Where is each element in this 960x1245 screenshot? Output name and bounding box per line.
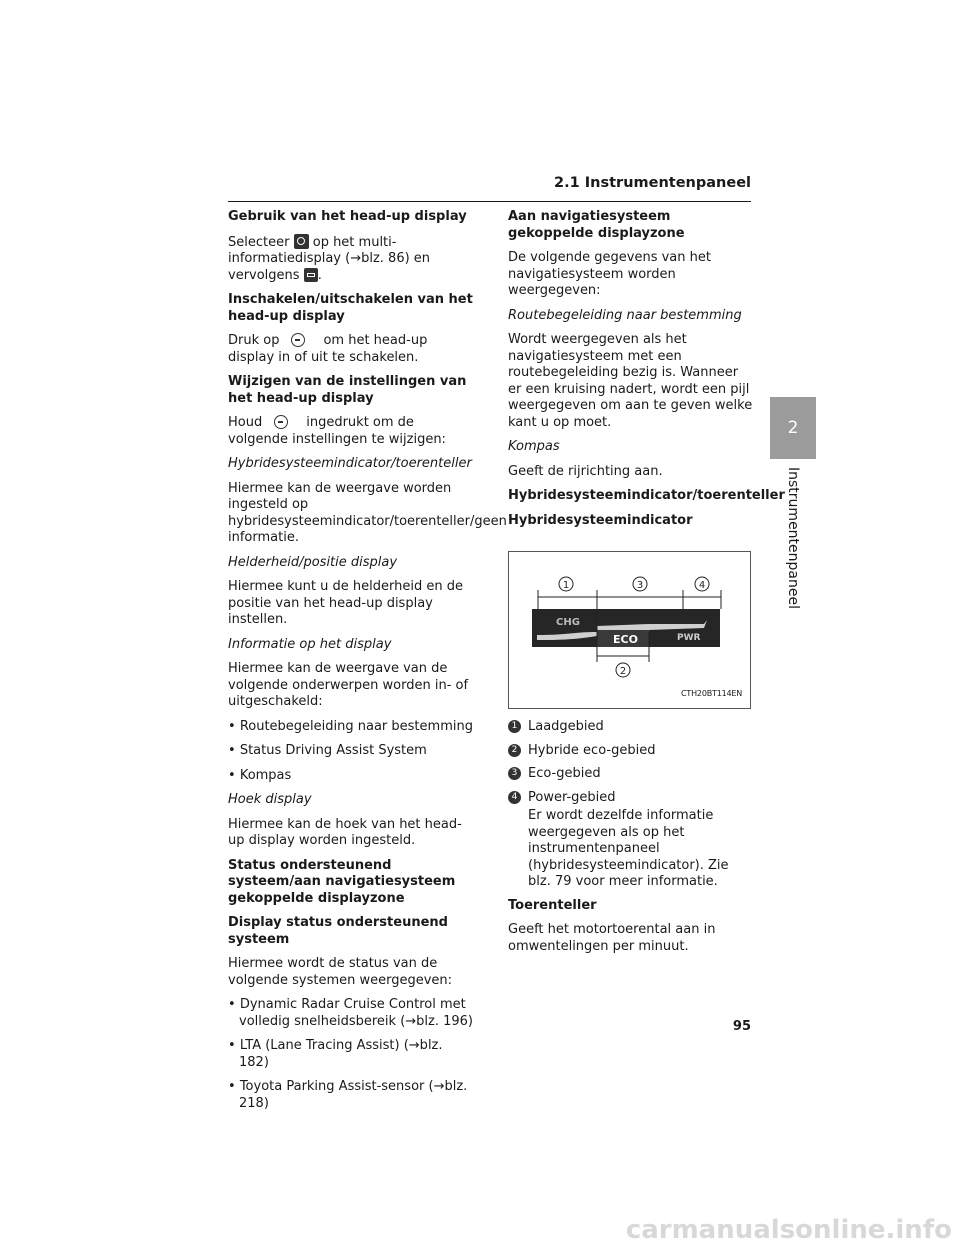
heading-hybrid: Hybridesysteemindicator [508, 512, 693, 528]
section-header: 2.1 Instrumentenpaneel [228, 175, 751, 202]
ok-button-icon [291, 333, 305, 347]
paragraph-status: Hiermee wordt de status van de volgende systemen weergegeven: [228, 956, 453, 988]
number-badge: 3 [508, 767, 521, 780]
right-column [508, 209, 785, 963]
subheading-route: Routebegeleiding naar bestemming [508, 307, 742, 323]
paragraph-route: Wordt weergegeven als het navigatiesysteem met een routebegeleiding bezig is. Wanneer er een kruising nadert, wordt een pijl weergegeven om aan te geven welke kant u op moet. [508, 332, 753, 430]
hold-text-2: ingedrukt om de volgende instellingen te wijzigen: [228, 415, 446, 447]
hud-icon [304, 268, 318, 282]
power-note: Er wordt dezelfde informatie weergegeven als op het instrumentenpaneel (hybridesysteemindicator). Zie blz. 79 voor meer informatie. [528, 808, 729, 889]
list-item: 4 Power-gebied Er wordt dezelfde informatie weergegeven als op het instrumentenpaneel (hybridesysteemindicator). Zie blz. 79 voor meer informatie. [508, 790, 753, 891]
settings-icon [294, 234, 309, 249]
number-badge: 2 [508, 744, 521, 757]
paragraph-info: Hiermee kan de weergave van de volgende onderwerpen worden in- of uitgeschakeld: [228, 661, 469, 709]
callout-2: 2 [619, 666, 627, 677]
list-item: • Status Driving Assist System [228, 743, 427, 758]
heading-change: Wijzigen van de instellingen van het head-up display [228, 374, 467, 406]
paragraph-brightness: Hiermee kunt u de helderheid en de positie van het head-up display instellen. [228, 579, 463, 627]
left-column [228, 209, 507, 1120]
subheading-brightness: Helderheid/positie display [228, 554, 398, 570]
eco-label: ECO [613, 633, 638, 646]
paragraph-select [228, 234, 473, 285]
footer-watermark[interactable]: carmanualsonline.info [625, 1215, 952, 1245]
ok-button-icon [274, 415, 288, 429]
subheading-info: Informatie op het display [228, 636, 392, 652]
paragraph-hybrid: Hiermee kan de weergave worden ingesteld op hybridesysteemindicator/toerenteller/geen informatie. [228, 480, 507, 545]
chapter-label [770, 465, 816, 610]
page-number: 95 [732, 1019, 751, 1034]
callout-4: 4 [698, 580, 706, 591]
chg-label: CHG [556, 617, 580, 628]
hybrid-indicator-figure [508, 551, 751, 709]
list-item: 2 Hybride eco-gebied [508, 743, 753, 760]
subheading-angle: Hoek display [228, 792, 312, 807]
select-text-1: Selecteer [228, 234, 290, 250]
paragraph-press [228, 333, 473, 366]
heading-status: Status ondersteunend systeem/aan navigatiesysteem gekoppelde displayzone [228, 857, 456, 906]
list-item: • Routebegeleiding naar bestemming [228, 718, 473, 734]
heading-use: Gebruik van het head-up display [228, 209, 467, 224]
chapter-label-text: Instrumentenpaneel [785, 466, 801, 609]
list-item: • Kompas [228, 767, 292, 783]
paragraph-hold [228, 415, 473, 448]
pwr-label: PWR [677, 633, 701, 643]
callout-3: 3 [636, 580, 644, 591]
heading-nav: Aan navigatiesysteem gekoppelde displayzone [508, 209, 685, 241]
press-text-2: om het head-up display in of uit te schakelen. [228, 333, 428, 365]
paragraph-compass: Geeft de rijrichting aan. [508, 463, 663, 479]
subheading-compass: Kompas [508, 439, 560, 454]
paragraph-nav: De volgende gegevens van het navigatiesysteem worden weergegeven: [508, 250, 711, 298]
callout-1: 1 [562, 580, 570, 591]
list-item: • LTA (Lane Tracing Assist) (→blz. 182) [228, 1038, 443, 1070]
chapter-tab: 2 [770, 397, 816, 459]
heading-toggle: Inschakelen/uitschakelen van het head-up display [228, 292, 473, 324]
select-text-3: . [317, 267, 322, 283]
list-item: • Toyota Parking Assist-sensor (→blz. 218) [228, 1079, 468, 1111]
number-badge: 4 [508, 791, 521, 804]
paragraph-angle: Hiermee kan de hoek van het head-up display worden ingesteld. [228, 816, 462, 848]
list-item: 1 Laadgebied [508, 719, 753, 736]
paragraph-tach: Geeft het motortoerental aan in omwentelingen per minuut. [508, 922, 716, 954]
press-text-1: Druk op [228, 333, 280, 348]
heading-status-display: Display status ondersteunend systeem [228, 915, 448, 947]
number-badge: 1 [508, 720, 521, 733]
heading-hybrid-tach: Hybridesysteemindicator/toerenteller [508, 488, 785, 503]
list-item: 3 Eco-gebied [508, 766, 753, 783]
heading-tach: Toerenteller [508, 897, 597, 913]
subheading-hybrid: Hybridesysteemindicator/toerenteller [228, 456, 472, 471]
select-text-2: op het multi-informatiedisplay (→blz. 86) en vervolgens [228, 234, 431, 283]
list-item: • Dynamic Radar Cruise Control met volledig snelheidsbereik (→blz. 196) [228, 997, 473, 1029]
hold-text-1: Houd [228, 415, 263, 430]
figure-code: CTH20BT114EN [681, 688, 742, 698]
